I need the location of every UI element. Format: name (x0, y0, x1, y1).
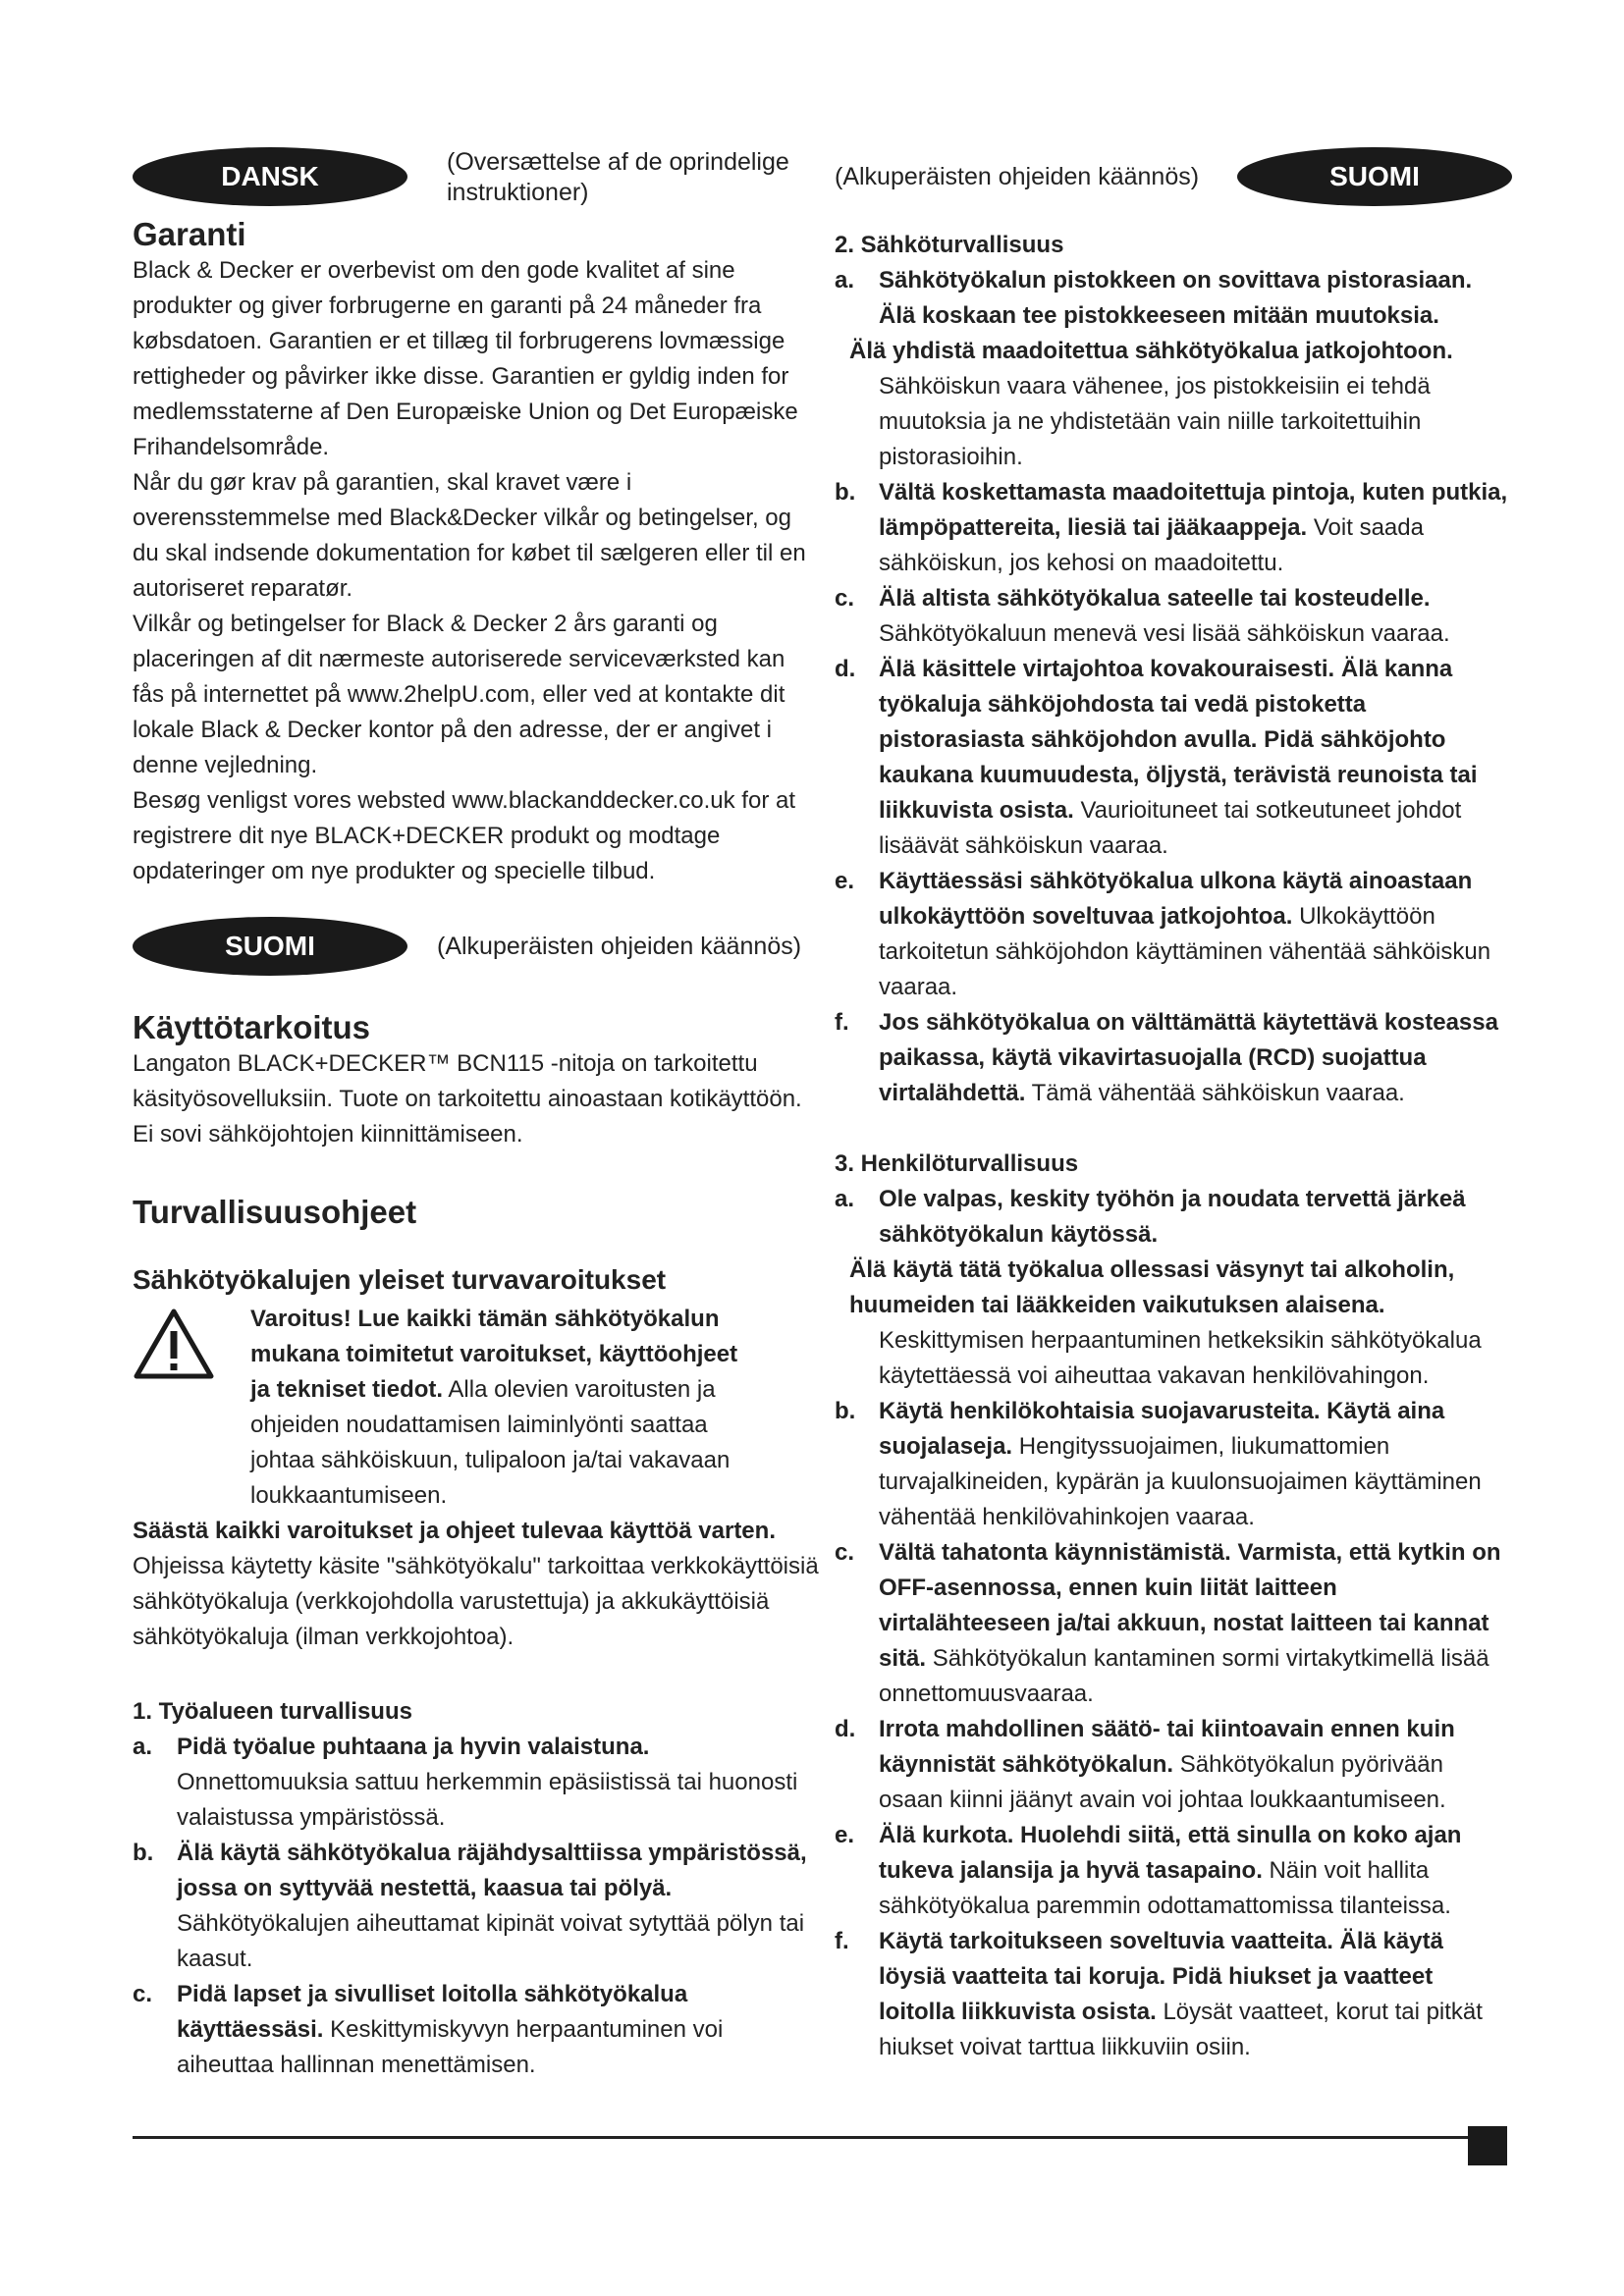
list-item-bold-2: Älä yhdistä maadoitettua sähkötyökalua jatkojohtoon. (849, 338, 1453, 364)
footer-rule (133, 2136, 1468, 2139)
list-item (133, 1977, 820, 2083)
list-letter: d. (835, 656, 856, 682)
page-marker-block (1468, 2126, 1507, 2165)
list-letter: e. (835, 1822, 855, 1848)
list-letter: a. (835, 267, 855, 294)
list-item-text: Vaurioituneet tai sotkeutuneet johdot lisäävät sähköiskun vaaraa. (879, 797, 1462, 859)
list-item-text: Sähkötyökalujen aiheuttamat kipinät voivat sytyttää pölyn tai kaasut. (177, 1910, 805, 1972)
list-item (835, 652, 1512, 864)
list-letter: f. (835, 1928, 849, 1954)
list-item-bold-2: Älä käytä tätä työkalua ollessasi väsynyt tai alkoholin, huumeiden tai lääkkeiden vaikutuksen alaisena. (849, 1256, 1455, 1318)
list-item-bold: Irrota mahdollinen säätö- tai kiintoavain ennen kuin käynnistät sähkötyökalun. (879, 1716, 1455, 1778)
list-item-text: Sähkötyökalun pyörivään osaan kiinni jäänyt avain voi johtaa loukkaantumiseen. (879, 1751, 1446, 1813)
list-item (835, 581, 1512, 652)
list-letter: c. (835, 585, 855, 612)
turvallisuusohjeet-heading: Turvallisuusohjeet (133, 1194, 417, 1230)
list-item-bold: Käytä tarkoitukseen soveltuvia vaatteita. Älä käytä löysiä vaatteita tai koruja. Pidä hiukset ja vaatteet loitolla liikkuvista osista. (879, 1928, 1443, 2025)
dansk-translation-note: (Oversættelse af de oprindelige instruktioner) (447, 148, 789, 206)
list-letter: b. (835, 1398, 856, 1424)
list-letter: c. (835, 1539, 855, 1566)
list-item-bold: Vältä koskettamasta maadoitettuja pintoja, kuten putkia, lämpöpattereita, liesiä tai jääkaappeja. (879, 479, 1508, 541)
list-item (835, 1535, 1512, 1712)
list-item-text: Voit saada sähköiskun, jos kehosi on maadoitettu. (879, 514, 1424, 576)
list-item-bold: Vältä tahatonta käynnistämistä. Varmista, että kytkin on OFF-asennossa, ennen kuin liität laitteen virtalähteeseen ja/tai akkuun, nostat laitteen tai kannat sitä. (879, 1539, 1501, 1672)
list-letter: c. (133, 1981, 153, 2007)
garanti-paragraph-4: Besøg venligst vores websted www.blackanddecker.co.uk for at registrere dit nye BLACK+DECKER produkt og modtage opdateringer om nye produkter og specielle tilbud. (133, 787, 795, 884)
list-letter: a. (835, 1186, 855, 1212)
list-item-bold: Pidä työalue puhtaana ja hyvin valaistuna. (177, 1734, 650, 1760)
suomi-language-badge-right: SUOMI (1237, 147, 1512, 206)
list-item-bold: Älä käytä sähkötyökalua räjähdysalttiissa ympäristössä, jossa on syttyvää nestettä, kaasua tai pölyä. (177, 1840, 807, 1901)
kayttotarkoitus-text: Langaton BLACK+DECKER™ BCN115 -nitoja on tarkoitettu käsityösovelluksiin. Tuote on tarkoitettu ainoastaan kotikäyttöön. Ei sovi sähköjohtojen kiinnittämiseen. (133, 1050, 802, 1148)
warning-text (250, 1302, 741, 1514)
garanti-paragraph-1: Black & Decker er overbevist om den gode kvalitet af sine produkter og giver forbrugerne en garanti på 24 måneder fra købsdatoen. Garantien er et tillæg til forbrugerens lovmæssige rettigheder og påvirker ikke disse. Garantien er gyldig inden for medlemsstaterne af Den Europæiske Union og Det Europæiske Frihandelsområde. (133, 257, 798, 460)
list-item (835, 1712, 1512, 1818)
save-instructions-bold: Säästä kaikki varoitukset ja ohjeet tulevaa käyttöä varten. (133, 1518, 776, 1544)
list-item-bold: Älä käsittele virtajohtoa kovakouraisesti. Älä kanna työkaluja sähköjohdosta tai vedä pistoketta pistorasiasta sähköjohdon avulla. Pidä sähköjohto kaukana kuumuudesta, öljystä, terävistä reunoista tai liikkuvista osista. (879, 656, 1478, 824)
section-2-list (835, 263, 1512, 1111)
list-item-bold: Älä altista sähkötyökalua sateelle tai kosteudelle. (879, 585, 1431, 612)
suomi-translation-note: (Alkuperäisten ohjeiden käännös) (437, 932, 802, 960)
suomi-translation-note-right: (Alkuperäisten ohjeiden käännös) (835, 162, 1200, 190)
garanti-heading: Garanti (133, 216, 246, 252)
warning-detail: Alla olevien varoitusten ja ohjeiden noudattamisen laiminlyönti saattaa johtaa sähköiskuun, tulipaloon ja/tai vakavaan loukkaantumiseen. (250, 1376, 731, 1509)
list-item-text: Sähkötyökalun kantaminen sormi virtakytkimellä lisää onnettomuusvaaraa. (879, 1645, 1489, 1707)
list-letter: b. (835, 479, 856, 506)
list-item-bold: Pidä lapset ja sivulliset loitolla sähkötyökalua käyttäessäsi. (177, 1981, 688, 2043)
list-item-bold: Älä kurkota. Huolehdi siitä, että sinulla on koko ajan tukeva jalansija ja hyvä tasapaino. (879, 1822, 1462, 1884)
list-item-bold: Ole valpas, keskity työhön ja noudata tervettä järkeä sähkötyökalun käytössä. (879, 1186, 1466, 1248)
list-item-text: Sähköiskun vaara vähenee, jos pistokkeisiin ei tehdä muutoksia ja ne yhdistetään vain niille tarkoitettuihin pistorasioihin. (879, 373, 1431, 470)
list-item (835, 263, 1512, 475)
list-letter: a. (133, 1734, 153, 1760)
list-item-text: Ulkokäyttöön tarkoitetun sähköjohdon käyttäminen vähentää sähköiskun vaaraa. (879, 903, 1491, 1000)
list-item-text: Löysät vaatteet, korut tai pitkät hiukset voivat tarttua liikkuviin osiin. (879, 1999, 1483, 2060)
save-instructions (133, 1514, 820, 1655)
list-item-bold: Käyttäessäsi sähkötyökalua ulkona käytä ainoastaan ulkokäyttöön soveltuvaa jatkojohtoa. (879, 868, 1473, 930)
list-item (835, 475, 1512, 581)
list-item (835, 864, 1512, 1005)
list-item-text: Sähkötyökaluun menevä vesi lisää sähköiskun vaaraa. (879, 620, 1450, 647)
list-item (133, 1836, 820, 1977)
save-instructions-text: Ohjeissa käytetty käsite "sähkötyökalu" tarkoittaa verkkokäyttöisiä sähkötyökaluja (verkkojohdolla varustettuja) ja akkukäyttöisiä sähkötyökaluja (ilman verkkojohtoa). (133, 1553, 819, 1650)
list-item-text: Hengityssuojaimen, liukumattomien turvajalkineiden, kypärän ja kuulonsuojaimen käyttäminen vähentää henkilövahinkojen vaaraa. (879, 1433, 1482, 1530)
list-item (835, 1394, 1512, 1535)
suomi-header-right (835, 147, 1512, 206)
list-item (835, 1182, 1512, 1394)
list-item-text: Näin voit hallita sähkötyökalua paremmin odottamattomissa tilanteissa. (879, 1857, 1451, 1919)
list-letter: e. (835, 868, 855, 894)
section-1-title: 1. Työalueen turvallisuus (133, 1698, 412, 1725)
right-column (835, 147, 1512, 2065)
section-2-title: 2. Sähköturvallisuus (835, 232, 1064, 258)
dansk-header (133, 147, 820, 208)
garanti-paragraph-2: Når du gør krav på garantien, skal kravet være i overensstemmelse med Black&Decker vilkår og betingelser, og du skal indsende dokumentation for købet til sælgeren eller til en autoriseret reparatør. (133, 469, 806, 602)
list-item (133, 1730, 820, 1836)
list-letter: f. (835, 1009, 849, 1036)
list-item-bold: Sähkötyökalun pistokkeen on sovittava pistorasiaan. Älä koskaan tee pistokkeeseen mitään muutoksia. (879, 267, 1473, 329)
list-item (835, 1924, 1512, 2065)
general-warnings-heading: Sähkötyökalujen yleiset turvavaroitukset (133, 1264, 667, 1295)
list-item (835, 1818, 1512, 1924)
warning-bold: Varoitus! Lue kaikki tämän sähkötyökalun mukana toimitetut varoitukset, käyttöohjeet ja tekniset tiedot. (250, 1306, 738, 1403)
section-3-title: 3. Henkilöturvallisuus (835, 1150, 1079, 1177)
suomi-header-left (133, 917, 820, 976)
suomi-language-badge: SUOMI (133, 917, 407, 976)
warning-triangle-icon (133, 1302, 250, 1514)
garanti-paragraph-3: Vilkår og betingelser for Black & Decker 2 års garanti og placeringen af dit nærmeste autoriserede serviceværksted kan fås på internettet på www.2helpU.com, eller ved at kontakte dit lokale Black & Decker kontor på den adresse, der er angivet i denne vejledning. (133, 611, 785, 778)
list-letter: b. (133, 1840, 154, 1866)
list-item-text: Keskittymiskyvyn herpaantuminen voi aiheuttaa hallinnan menettämisen. (177, 2016, 724, 2078)
list-item-text: Onnettomuuksia sattuu herkemmin epäsiistissä tai huonosti valaistussa ympäristössä. (177, 1769, 798, 1831)
kayttotarkoitus-heading: Käyttötarkoitus (133, 1009, 371, 1045)
section-1-list (133, 1730, 820, 2083)
dansk-language-badge: DANSK (133, 147, 407, 206)
list-item-text: Tämä vähentää sähköiskun vaaraa. (1031, 1080, 1405, 1106)
list-item-bold: Käytä henkilökohtaisia suojavarusteita. Käytä aina suojalaseja. (879, 1398, 1445, 1460)
list-item (835, 1005, 1512, 1111)
list-item-text: Keskittymisen herpaantuminen hetkeksikin sähkötyökalua käytettäessä voi aiheuttaa vakavan henkilövahingon. (879, 1327, 1482, 1389)
section-3-list (835, 1182, 1512, 2065)
left-column (133, 147, 820, 2083)
list-letter: d. (835, 1716, 856, 1742)
warning-block (133, 1302, 820, 1514)
list-item-bold: Jos sähkötyökalua on välttämättä käytettävä kosteassa paikassa, käytä vikavirtasuojalla (RCD) suojattua virtalähdettä. (879, 1009, 1498, 1106)
